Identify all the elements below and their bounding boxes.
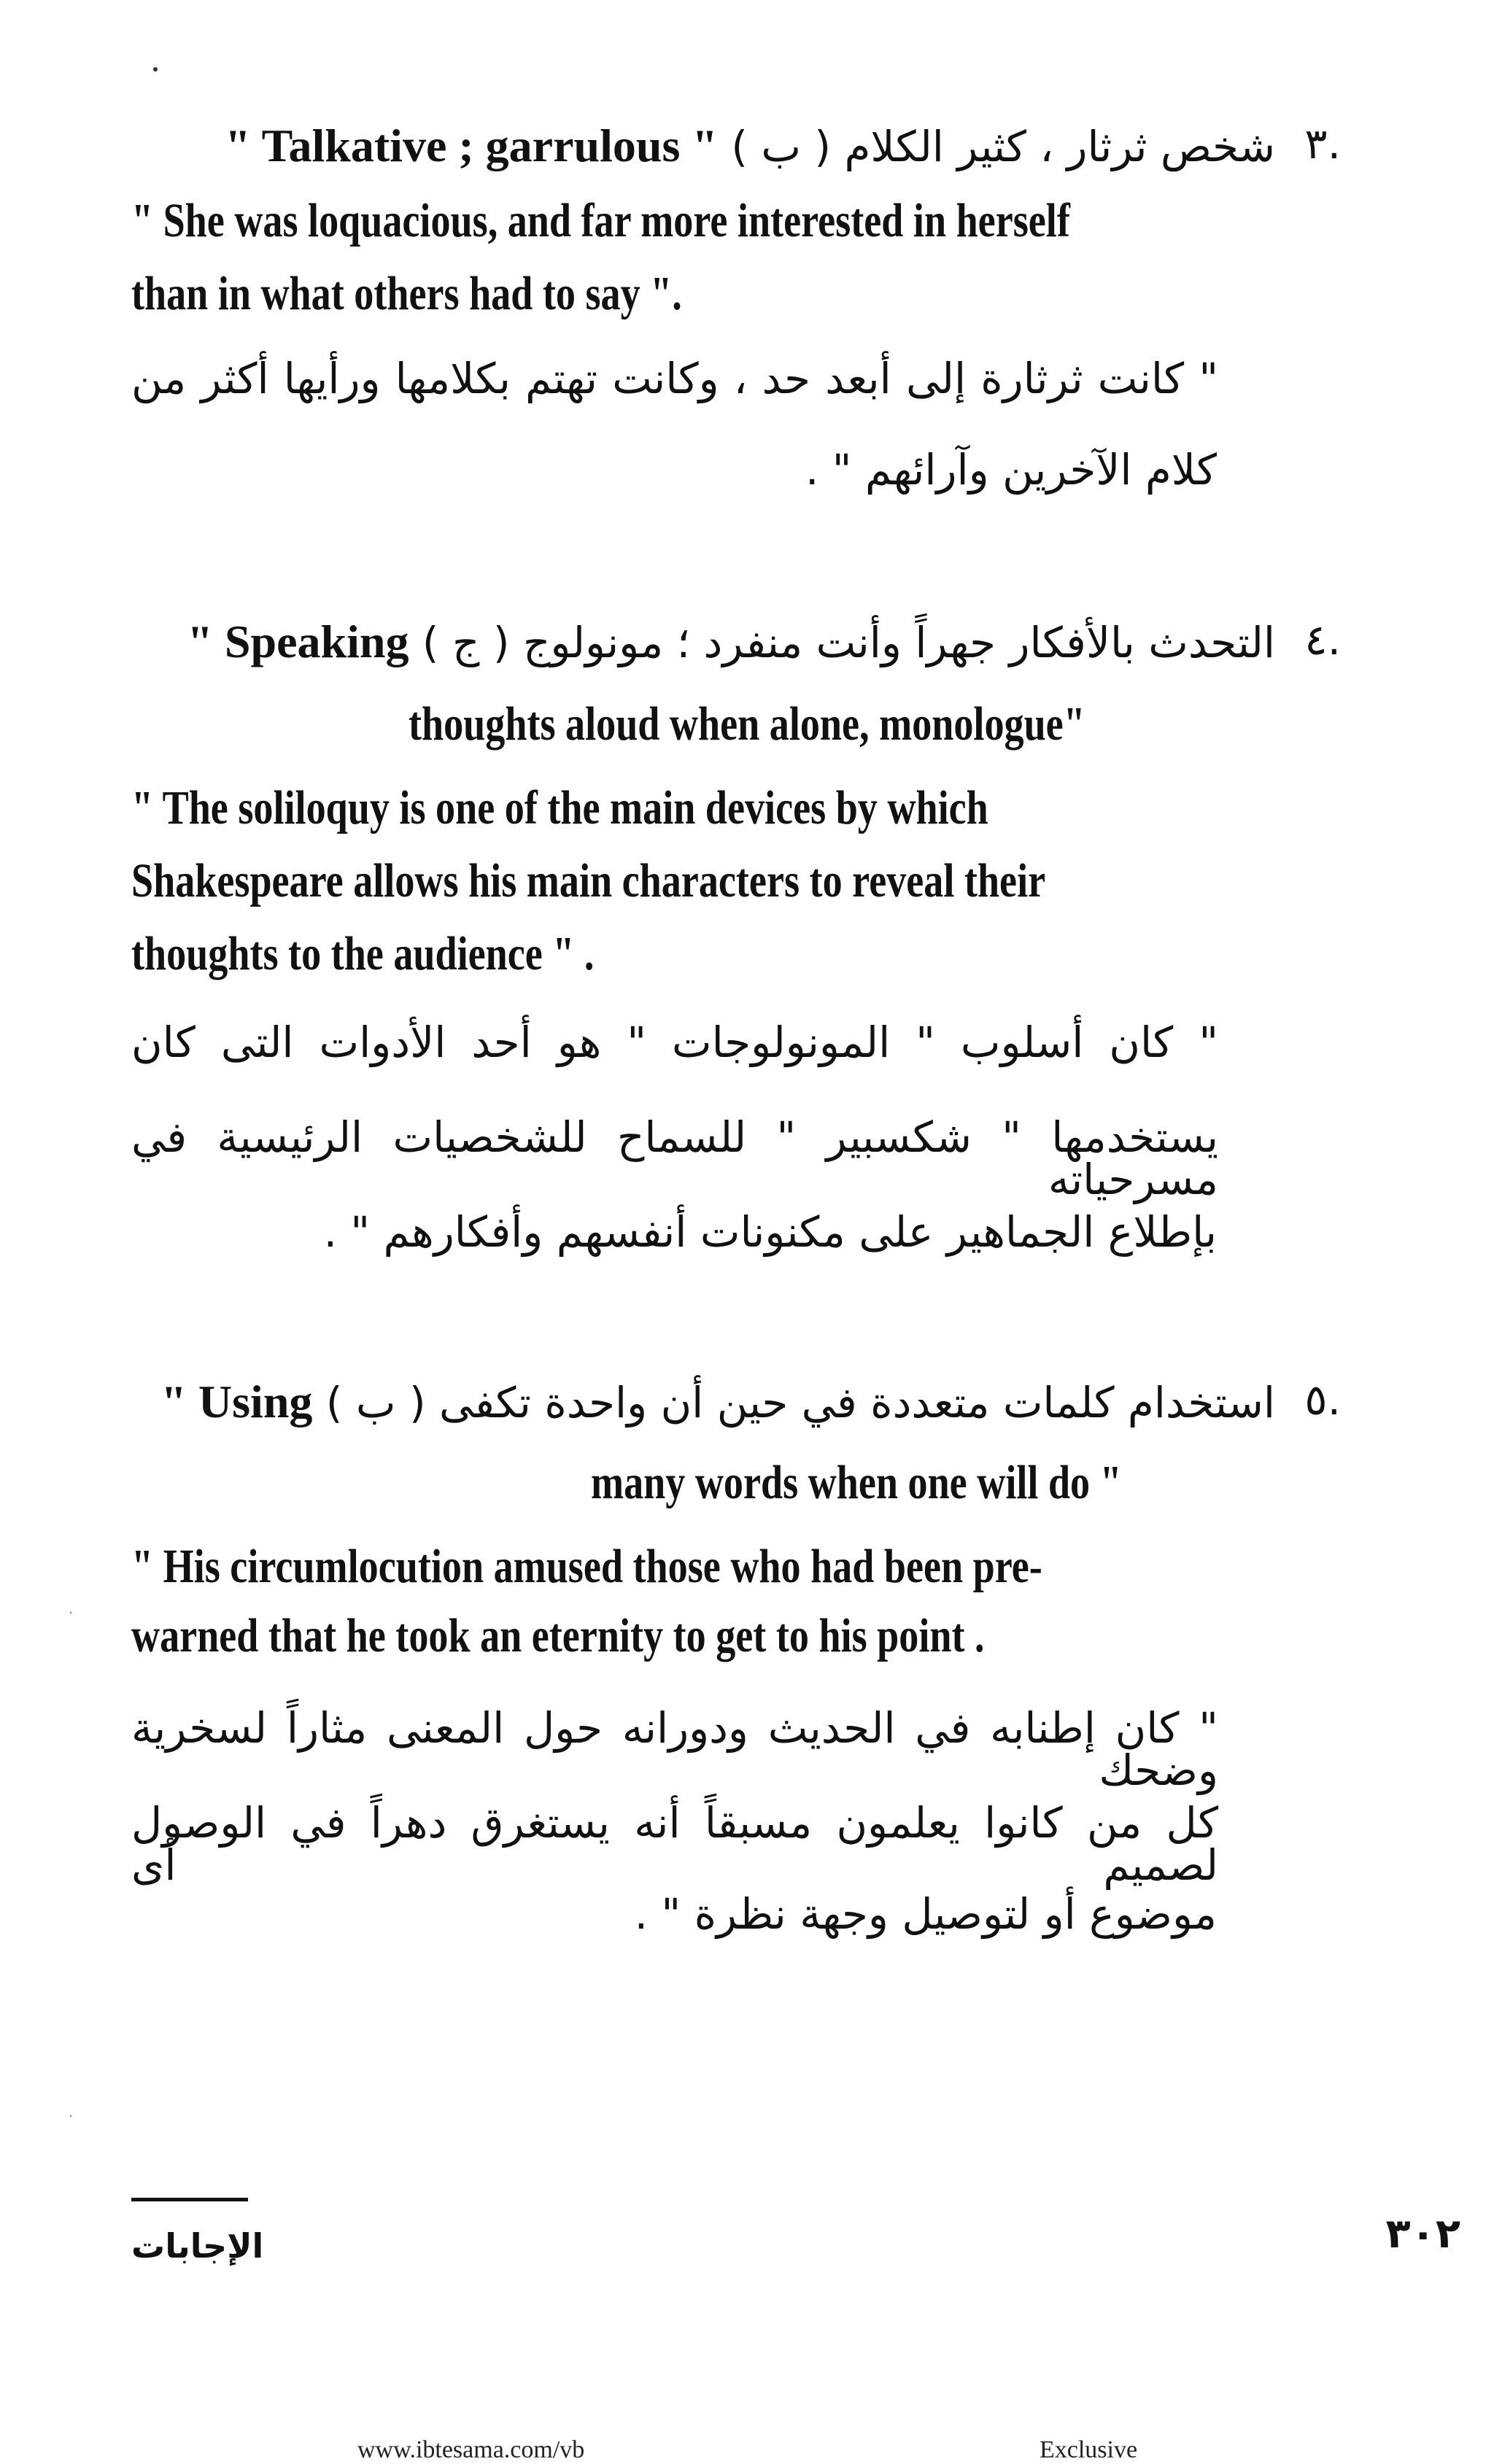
item-5-heading-english-cont: many words when one will do " <box>591 1456 1122 1509</box>
page-number: ٣٠٢ <box>1385 2210 1460 2258</box>
item-4-example-line-3: thoughts to the audience " . <box>131 927 595 980</box>
item-4-translation-line-2: يستخدمها " شكسبير " للسماح للشخصيات الرئيسية في مسرحياته <box>131 1112 1218 1204</box>
item-5-translation-line-2: كل من كانوا يعلمون مسبقاً أنه يستغرق دهراً في الوصول لصميم أى <box>131 1798 1218 1890</box>
item-5-heading-arabic: ( ب ) استخدام كلمات متعددة في حين أن واحدة تكفى <box>325 1378 1275 1427</box>
item-4-heading-english-cont: thoughts aloud when alone, monologue" <box>409 697 1085 751</box>
item-5-heading-english: " Using <box>160 1376 313 1427</box>
item-3-translation-line-2: كلام الآخرين وآرائهم " . <box>805 445 1217 495</box>
item-3-heading-english: " Talkative ; garrulous " <box>225 120 718 171</box>
item-5-translation-line-3: موضوع أو لتوصيل وجهة نظرة " . <box>634 1889 1217 1939</box>
item-3-heading <box>35 120 1275 171</box>
item-3-example-line-2: than in what others had to say ". <box>131 267 682 320</box>
item-4-number: ٤. <box>1304 615 1341 665</box>
item-4-translation-line-1: " كان أسلوب " المونولوجات " هو أحد الأدوات التى كان <box>131 1018 1218 1067</box>
item-5-example-line-1: " His circumlocution amused those who had been pre- <box>131 1540 1042 1593</box>
item-4-heading-english: " Speaking <box>187 616 409 667</box>
item-5-heading <box>35 1376 1275 1427</box>
margin-mark <box>70 2115 71 2117</box>
item-4-heading-arabic: ( ج ) التحدث بالأفكار جهراً وأنت منفرد ؛ مونولوج <box>422 618 1275 667</box>
item-3-number: ٣. <box>1304 119 1341 168</box>
item-3-heading-arabic: ( ب ) شخص ثرثار ، كثير الكلام <box>731 122 1275 171</box>
stray-dot <box>153 67 158 71</box>
item-3-example-line-1: " She was loquacious, and far more interested in herself <box>131 194 1070 247</box>
margin-mark <box>70 1612 71 1613</box>
item-4-heading <box>35 616 1275 667</box>
item-4-translation-line-3: بإطلاع الجماهير على مكنونات أنفسهم وأفكارهم " . <box>323 1207 1217 1257</box>
item-5-example-line-2: warned that he took an eternity to get to his point . <box>131 1609 985 1662</box>
item-5-translation-line-1: " كان إطنابه في الحديث ودورانه حول المعنى مثاراً لسخرية وضحك <box>131 1703 1218 1795</box>
section-label: الإجابات <box>131 2226 264 2266</box>
item-4-example-line-2: Shakespeare allows his main characters to reveal their <box>131 854 1046 907</box>
watermark-tag: Exclusive <box>1040 2436 1138 2463</box>
watermark-url: www.ibtesama.com/vb <box>357 2436 585 2463</box>
item-5-number: ٥. <box>1304 1375 1341 1425</box>
item-4-example-line-1: " The soliloquy is one of the main devices by which <box>131 781 988 834</box>
footer-rule <box>131 2198 248 2201</box>
item-3-translation-line-1: " كانت ثرثارة إلى أبعد حد ، وكانت تهتم بكلامها ورأيها أكثر من <box>131 354 1218 403</box>
